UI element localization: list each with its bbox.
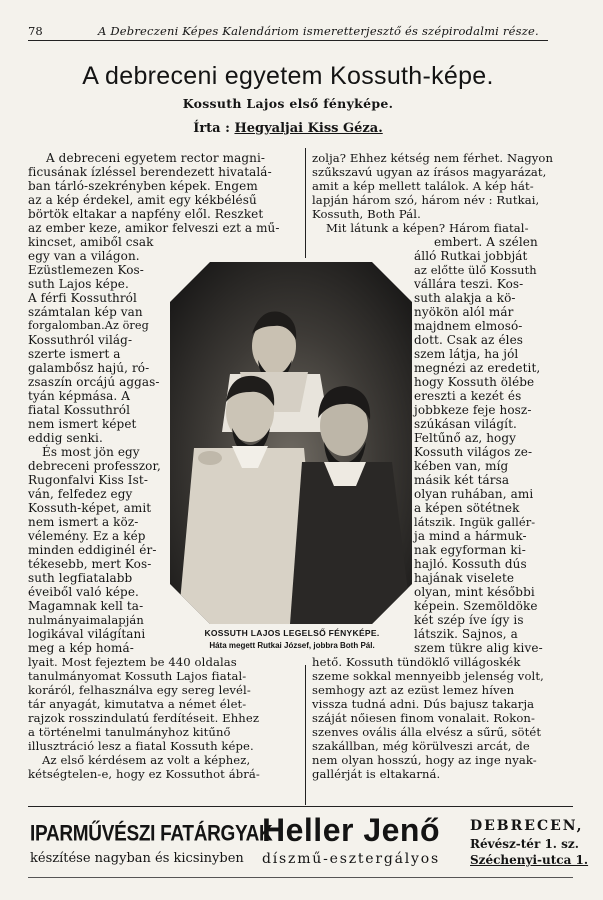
left-line: az a kép érdekel, amit egy kékbélésű [28,193,257,207]
left-line: Az első kérdésem az volt a képhez, [42,753,251,767]
ad-right-address-2: Széchenyi-utca 1. [470,853,589,867]
right-line: nem olyan hosszú, hogy az inge nyak- [312,753,537,767]
right-line: Kossuth világos ze- [414,445,533,459]
right-line: álló Rutkai jobbját [414,249,528,263]
right-line: Feltűnő az, hogy [414,431,517,445]
left-line: tár anyagát, kimutatva a német élet- [28,697,247,711]
right-line: szenves ovális álla elvész a sűrű, sötét [312,725,542,739]
right-line: látszik. Ingük gallér- [414,515,536,529]
left-line: éveiből való képe. [28,585,139,599]
author-name: Hegyaljai Kiss Géza. [234,121,383,136]
left-line: A férfi Kossuthról [28,291,137,305]
right-line: hajló. Kossuth dús [414,557,527,571]
right-line: képein. Szemöldöke [414,599,538,613]
right-line: hogy Kossuth ölébe [414,375,535,389]
right-line: olyan, mint későbbi [414,585,535,599]
right-line: az előtte ülő Kossuth [414,263,537,277]
left-line: illusztráció lesz a fiatal Kossuth képe. [28,739,254,753]
left-line: nem ismert képet [28,417,137,431]
left-line: a történelmi tanulmányhoz kitűnő [28,725,231,739]
column-divider-bottom [305,665,306,805]
left-line: A debreceni egyetem rector magni- [46,151,266,165]
right-line: hető. Kossuth tündöklő villágoskék [312,655,521,669]
left-line: tyán képmása. A [28,389,130,403]
left-line: eddig senki. [28,431,103,445]
right-line: látszik. Sajnos, a [414,627,518,641]
ad-right-city: DEBRECEN, [470,818,584,834]
photo-caption-text: Háta megett Rutkai József, jobbra Both Pál. [209,641,375,650]
left-line: Kossuthról világ- [28,333,133,347]
running-head [28,22,548,42]
article-subtitle: Kossuth Lajos első fényképe. [182,96,394,111]
kossuth-photograph [170,262,412,624]
right-line: olyan ruhában, ami [414,487,534,501]
ad-center-name: Heller Jenő [262,812,441,848]
left-line: az ember keze, amikor felveszi ezt a mű- [28,221,280,235]
left-line: kincset, amiből csak [28,235,154,249]
right-line: szem látja, ha jól [414,347,519,361]
left-line: egy van a világon. [28,249,140,263]
right-line: semhogy azt az ezüst lemez híven [312,683,515,697]
right-line: jobbkeze feje hosz- [414,403,532,417]
right-line: Kossuth, Both Pál. [312,207,421,221]
left-line: Ezüstlemezen Kos- [28,263,144,277]
right-line: a képen sötétnek [414,501,520,515]
right-line: suth alakja a kö- [414,291,516,305]
right-line: szem tükre alig kive- [414,641,543,655]
left-line: logikával világítani [28,627,146,641]
right-line: szúkásan világít. [414,417,517,431]
left-line: nulmányaimalapján [28,613,144,627]
right-line: ja mind a hármuk- [414,529,527,543]
left-line: galambősz hajú, ró- [28,361,150,375]
right-line: másik két társa [414,473,510,487]
right-line: majdnem elmosó- [414,319,523,333]
left-line: fiatal Kossuthról [28,403,131,417]
left-line: És most jön egy [42,445,140,459]
ad-right-address-1: Révész-tér 1. sz. [470,837,579,851]
right-line: szűkszavú ugyan az írásos magyarázat, [312,165,547,179]
article-title: A debreceni egyetem Kossuth-képe. [82,62,494,90]
advertisement-rule [28,806,573,807]
left-line: tékesebb, mert Kos- [28,557,152,571]
left-line: rajzok rosszindulatú ferdítéseit. Ehhez [28,711,260,725]
page-number: 78 [28,24,43,38]
left-line: börtök eltakar a napfény elől. Reszket [28,207,264,221]
right-line: vissza tudná adni. Dús bajusz takarja [312,697,535,711]
right-line: zolja? Ehhez kétség nem férhet. Nagyon [312,151,554,165]
right-line: kében van, míg [414,459,509,473]
left-line: forgalomban.Az öreg [28,319,149,332]
advertisement-bottom-rule [28,877,573,878]
photograph-image [170,262,412,624]
left-line: lyait. Most fejeztem be 440 oldalas [28,655,237,669]
column-divider-top [305,148,306,258]
right-line: nak egyforman ki- [414,543,526,557]
header-rule [28,40,548,41]
running-title: A Debreczeni Képes Kalendáriom ismeretterjesztő és szépirodalmi része. [98,24,539,38]
left-line: kétségtelen-e, hogy ez Kossuthot ábrá- [28,767,260,781]
right-line: szeme sokkal mennyeibb jelenség volt, [312,669,544,683]
ad-center-trade: díszmű-esztergályos [262,851,440,867]
right-line: vállára teszi. Kos- [414,277,524,291]
left-line: Magamnak kell ta- [28,599,144,613]
right-line: gallérját is eltakarná. [312,767,441,781]
right-line: Mit látunk a képen? Három fiatal- [326,221,529,235]
left-line: számtalan kép van [28,305,143,319]
left-line: debreceni professzor, [28,459,161,473]
left-line: tanulmányomat Kossuth Lajos fiatal- [28,669,247,683]
ad-left-title: IPARMŰVÉSZI FATÁRGYAK [30,822,273,847]
right-line: dott. Csak az éles [414,333,524,347]
right-line: hajának viselete [414,571,515,585]
left-line: zsaszín orcájú aggas- [28,375,160,389]
right-line: ereszti a kezét és [414,389,522,403]
right-line: nyökön alól már [414,305,514,319]
right-line: embert. A szélen [434,235,538,249]
right-line: száját nőiesen finom vonalait. Rokon- [312,711,535,725]
left-line: ván, felfedez egy [28,487,133,501]
left-line: suth legfiatalabb [28,571,133,585]
photo-caption-title: KOSSUTH LAJOS LEGELSŐ FÉNYKÉPE. [204,628,380,638]
ad-left-subtitle: készítése nagyban és kicsinyben [30,851,244,866]
left-line: meg a kép homá- [28,641,134,655]
left-line: Kossuth-képet, amit [28,501,152,515]
right-line: amit a kép mellett találok. A kép hát- [312,179,534,193]
left-line: nem ismert a köz- [28,515,139,529]
byline [28,121,548,136]
byline-prefix: Írta : [193,121,235,136]
left-line: minden eddiginél ér- [28,543,157,557]
left-line: ficusának ízléssel berendezett hivatalá- [28,165,272,179]
right-line: két szép íve így is [414,613,524,627]
left-line: koráról, felhasználva egy sereg levél- [28,683,251,697]
left-line: vélemény. Ez a kép [28,529,146,543]
right-line: szakállban, még körülveszi arcát, de [312,739,530,753]
left-line: ban tárló-szekrényben képek. Engem [28,179,258,193]
right-line: megnézi az eredetit, [414,361,541,375]
left-line: szerte ismert a [28,347,121,361]
left-line: Rugonfalvi Kiss Ist- [28,473,148,487]
right-line: lapján három szó, három név : Rutkai, [312,193,540,207]
left-line: suth Lajos képe. [28,277,129,291]
